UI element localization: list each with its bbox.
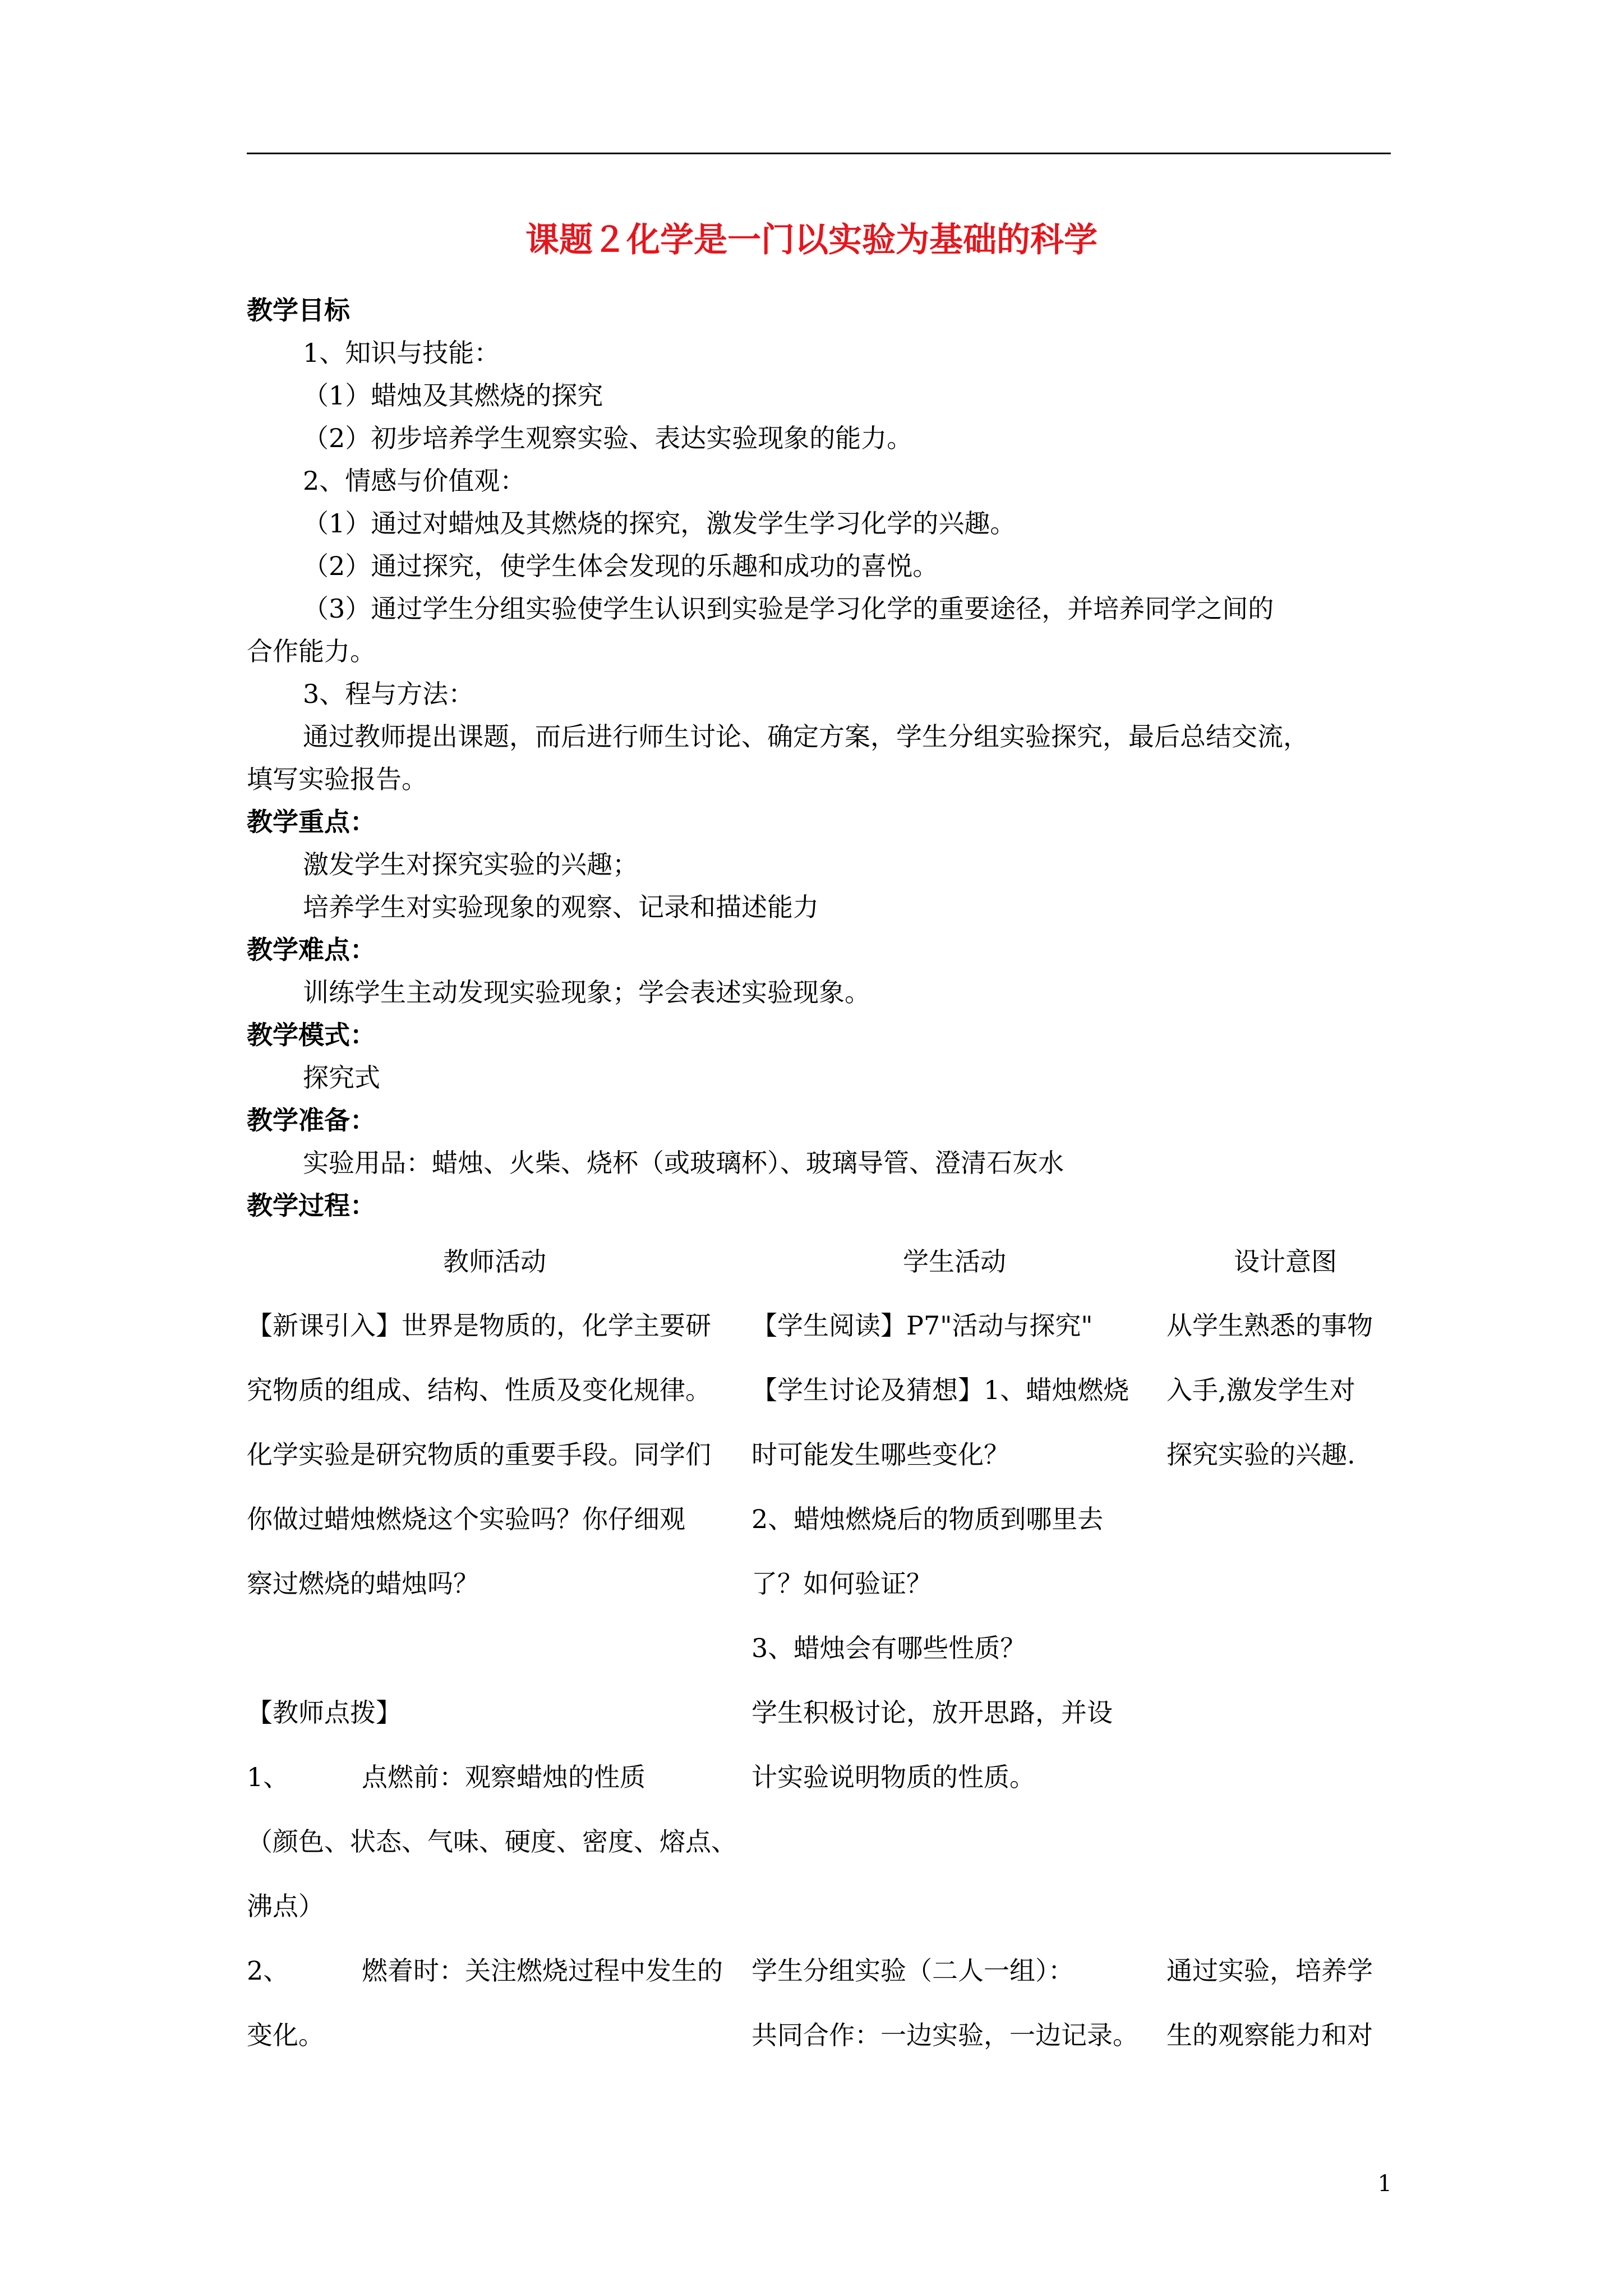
- r7-teacher: 【教师点拨】: [247, 1697, 402, 1728]
- prep-1: 实验用品：蜡烛、火柴、烧杯（或玻璃杯）、玻璃导管、澄清石灰水: [303, 1148, 1064, 1178]
- r4-teacher: 你做过蜡烛燃烧这个实验吗？你仔细观: [247, 1504, 685, 1534]
- col-design: 设计意图: [1234, 1246, 1337, 1277]
- r1-teacher: 【新课引入】世界是物质的，化学主要研: [247, 1310, 711, 1341]
- goal-3-line2: 填写实验报告。: [247, 764, 427, 794]
- goal-2c-line1: （3）通过学生分组实验使学生认识到实验是学习化学的重要途径，并培养同学之间的: [303, 593, 1274, 624]
- r8-teacher-num: 1、: [247, 1762, 289, 1792]
- r7-student: 学生积极讨论，放开思路，并设: [751, 1697, 1113, 1728]
- r1-design: 从学生熟悉的事物: [1166, 1310, 1373, 1341]
- r4-student: 2、蜡烛燃烧后的物质到哪里去: [751, 1504, 1104, 1534]
- r11-teacher: 燃着时：关注燃烧过程中发生的: [362, 1955, 723, 1986]
- goal-1b: （2）初步培养学生观察实验、表达实验现象的能力。: [303, 423, 913, 453]
- header-rule: [247, 153, 1391, 154]
- goal-3: 3、程与方法：: [303, 679, 474, 709]
- r2-teacher: 究物质的组成、结构、性质及变化规律。: [247, 1375, 711, 1405]
- r12-student: 共同合作：一边实验，一边记录。: [751, 2020, 1138, 2050]
- r5-student: 了？如何验证？: [751, 1568, 932, 1599]
- col-teacher: 教师活动: [443, 1246, 546, 1277]
- goal-3-line1: 通过教师提出课题，而后进行师生讨论、确定方案，学生分组实验探究，最后总结交流，: [303, 721, 1309, 752]
- r3-design: 探究实验的兴趣.: [1166, 1439, 1355, 1470]
- r12-design: 生的观察能力和对: [1166, 2020, 1373, 2050]
- page-number: 1: [1377, 2171, 1392, 2197]
- r5-teacher: 察过燃烧的蜡烛吗？: [247, 1568, 479, 1599]
- r11-design: 通过实验，培养学: [1166, 1955, 1373, 1986]
- r2-design: 入手,激发学生对: [1166, 1375, 1355, 1405]
- goal-1: 1、知识与技能：: [303, 338, 500, 368]
- r9-teacher: （颜色、状态、气味、硬度、密度、熔点、: [247, 1826, 737, 1857]
- r12-teacher: 变化。: [247, 2020, 324, 2050]
- r11-teacher-num: 2、: [247, 1955, 289, 1986]
- key-heading: 教学重点：: [247, 807, 376, 837]
- key-1: 激发学生对探究实验的兴趣；: [303, 849, 638, 880]
- prep-heading: 教学准备：: [247, 1105, 376, 1135]
- goals-heading: 教学目标: [247, 295, 350, 325]
- diff-heading: 教学难点：: [247, 935, 376, 965]
- goal-1a: （1）蜡烛及其燃烧的探究: [303, 380, 603, 411]
- diff-1: 训练学生主动发现实验现象；学会表述实验现象。: [303, 977, 870, 1007]
- r8-student: 计实验说明物质的性质。: [751, 1762, 1035, 1792]
- r11-student: 学生分组实验（二人一组）：: [751, 1955, 1074, 1986]
- r3-student: 时可能发生哪些变化？: [751, 1439, 1009, 1470]
- mode-1: 探究式: [303, 1062, 380, 1093]
- goal-2: 2、情感与价值观：: [303, 466, 526, 496]
- process-heading: 教学过程：: [247, 1190, 376, 1221]
- page-title: 课题２化学是一门以实验为基础的科学: [525, 220, 1098, 260]
- r8-teacher: 点燃前：观察蜡烛的性质: [362, 1762, 645, 1792]
- goal-2b: （2）通过探究，使学生体会发现的乐趣和成功的喜悦。: [303, 551, 939, 581]
- r6-student: 3、蜡烛会有哪些性质？: [751, 1633, 1026, 1663]
- r1-student: 【学生阅读】P7"活动与探究": [751, 1310, 1093, 1341]
- goal-2c-line2: 合作能力。: [247, 636, 376, 666]
- r3-teacher: 化学实验是研究物质的重要手段。同学们: [247, 1439, 711, 1470]
- key-2: 培养学生对实验现象的观察、记录和描述能力: [303, 892, 819, 922]
- r10-teacher: 沸点）: [247, 1891, 324, 1921]
- mode-heading: 教学模式：: [247, 1020, 376, 1050]
- r2-student: 【学生讨论及猜想】1、蜡烛燃烧: [751, 1375, 1129, 1405]
- goal-2a: （1）通过对蜡烛及其燃烧的探究，激发学生学习化学的兴趣。: [303, 508, 1016, 539]
- col-student: 学生活动: [903, 1246, 1006, 1277]
